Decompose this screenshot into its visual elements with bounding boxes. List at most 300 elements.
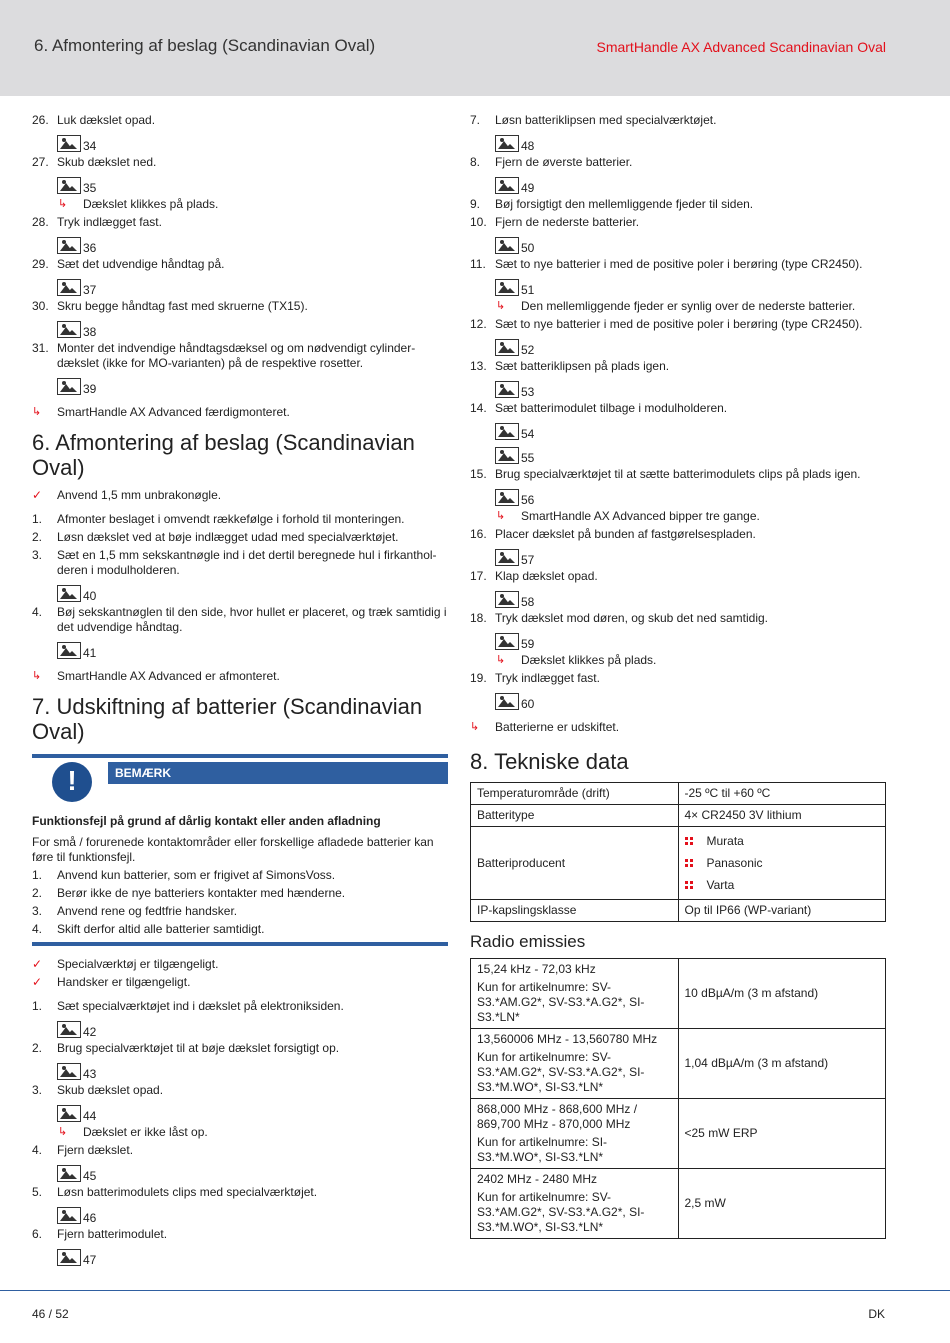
result-arrow-icon: ↳ — [496, 510, 506, 522]
step-number: 29. — [32, 257, 49, 271]
note-item-text: Berør ikke de nye batteriers kontakter med hænderne. — [57, 886, 346, 900]
result-arrow-icon: ↳ — [470, 721, 480, 733]
step-text: Løsn dækslet ved at bøje indlægget udad med specialværktøjet. — [57, 530, 399, 544]
step-number: 17. — [470, 569, 487, 583]
image-icon[interactable] — [57, 237, 81, 254]
image-icon[interactable] — [57, 1105, 81, 1122]
step-item — [32, 341, 448, 371]
bullet-dot — [690, 864, 693, 867]
figure-reference — [495, 334, 886, 356]
step-item — [32, 1185, 448, 1200]
note-item — [32, 886, 448, 901]
figure-number: 59 — [521, 637, 535, 651]
step-text: Tryk indlægget fast. — [57, 215, 162, 229]
image-icon-sun — [62, 240, 66, 244]
figure-reference — [57, 316, 448, 338]
note-item-number: 2. — [32, 886, 43, 900]
red-square-bullet-icon — [685, 837, 693, 845]
frequency-range: 13,560006 MHz - 13,560780 MHz — [477, 1032, 658, 1046]
article-numbers: Kun for artikelnumre: SV-S3.*AM.G2*, SV-S3.*A.G2*, SI-S3.*LN* — [477, 980, 645, 1024]
table-row — [471, 1169, 886, 1239]
final-result-text: SmartHandle AX Advanced færdigmonteret. — [57, 405, 290, 419]
heading-section-8: 8. Tekniske data — [470, 749, 629, 774]
figure-number: 55 — [521, 451, 535, 465]
exclamation-icon — [52, 762, 92, 802]
image-icon[interactable] — [495, 279, 519, 296]
step-number: 4. — [32, 1143, 43, 1157]
table-row — [471, 959, 886, 1029]
checkmark-icon: ✓ — [32, 488, 43, 502]
figure-number: 51 — [521, 283, 535, 297]
final-result — [470, 720, 886, 735]
frequency-range: 868,000 MHz - 868,600 MHz / 869,700 MHz - 870,000 MHz — [477, 1102, 638, 1131]
result-text: Den mellemliggende fjeder er synlig over de nederste batterier. — [521, 299, 856, 313]
battery-maker: Panasonic — [706, 855, 763, 870]
note-item-number: 1. — [32, 868, 43, 882]
step-text: Brug specialværktøjet til at bøje dækslet forsigtigt op. — [57, 1041, 340, 1055]
table-row — [471, 783, 886, 805]
radio-band-cell — [471, 1099, 679, 1169]
step-text: Fjern de nederste batterier. — [495, 215, 640, 229]
radio-band-cell — [471, 959, 679, 1029]
bullet-dot — [690, 837, 693, 840]
step-item — [470, 671, 886, 686]
step-number: 8. — [470, 155, 481, 169]
checkmark-icon: ✓ — [32, 975, 43, 989]
step-text: Tryk indlægget fast. — [495, 671, 600, 685]
image-icon-sun — [500, 636, 504, 640]
image-icon[interactable] — [495, 489, 519, 506]
red-square-bullet-icon — [685, 859, 693, 867]
figure-number: 39 — [83, 382, 97, 396]
step-item — [32, 512, 448, 527]
result-arrow-icon: ↳ — [58, 1126, 68, 1138]
image-icon-sun — [62, 1066, 66, 1070]
figure-reference — [495, 376, 886, 398]
figure-number: 47 — [83, 1253, 97, 1267]
step-number: 14. — [470, 401, 487, 415]
figure-reference — [57, 1058, 448, 1080]
page-header — [0, 0, 950, 96]
step-item — [32, 530, 448, 545]
figure-reference — [57, 274, 448, 296]
image-icon-sun — [500, 180, 504, 184]
note-item-text: Anvend rene og fedtfrie handsker. — [57, 904, 238, 918]
article-numbers: Kun for artikelnumre: SV-S3.*AM.G2*, SV-S3.*A.G2*, SI-S3.*M.WO*, SI-S3.*LN* — [477, 1190, 645, 1234]
radio-emissions-table — [470, 958, 886, 1239]
step-text: Klap dækslet opad. — [495, 569, 598, 583]
step-number: 15. — [470, 467, 487, 481]
note-header — [32, 758, 448, 810]
image-icon[interactable] — [57, 1249, 81, 1266]
figure-number: 50 — [521, 241, 535, 255]
figure-reference — [495, 130, 886, 152]
figure-reference — [57, 130, 448, 152]
step-result — [32, 1125, 448, 1140]
emission-value: 1,04 dBµA/m (3 m afstand) — [678, 1029, 886, 1099]
image-icon-sun — [62, 282, 66, 286]
image-icon[interactable] — [57, 135, 81, 152]
step-number: 12. — [470, 317, 487, 331]
image-icon-sun — [500, 384, 504, 388]
figure-reference — [495, 484, 886, 506]
article-numbers: Kun for artikelnumre: SI-S3.*M.WO*, SI-S3.*LN* — [477, 1135, 608, 1164]
step-text: Sæt specialværktøjet ind i dækslet på elektroniksiden. — [57, 999, 344, 1013]
image-icon[interactable] — [57, 279, 81, 296]
result-arrow-icon: ↳ — [496, 654, 506, 666]
final-result — [32, 405, 448, 420]
figure-reference — [495, 232, 886, 254]
step-item — [32, 257, 448, 272]
image-icon[interactable] — [495, 591, 519, 608]
step-text: Løsn batteriklipsen med specialværktøjet. — [495, 113, 717, 127]
image-icon[interactable] — [57, 378, 81, 395]
image-icon-sun — [62, 588, 66, 592]
article-numbers: Kun for artikelnumre: SV-S3.*AM.G2*, SV-S3.*A.G2*, SI-S3.*M.WO*, SI-S3.*LN* — [477, 1050, 645, 1094]
table-cell-value — [678, 900, 886, 922]
result-text: Dækslet klikkes på plads. — [521, 653, 657, 667]
step-text: Sæt en 1,5 mm sekskantnøgle ind i det dertil beregnede hul i firkanthol-deren i modulholderen. — [57, 548, 437, 577]
image-icon-sun — [500, 552, 504, 556]
image-icon-sun — [500, 696, 504, 700]
note-label: BEMÆRK — [108, 762, 448, 784]
figure-reference — [495, 172, 886, 194]
figure-number: 44 — [83, 1109, 97, 1123]
figure-number: 42 — [83, 1025, 97, 1039]
image-icon[interactable] — [495, 177, 519, 194]
image-icon[interactable] — [495, 447, 519, 464]
figure-number: 60 — [521, 697, 535, 711]
step-item — [470, 317, 886, 332]
step-text: Skub dækslet ned. — [57, 155, 157, 169]
step-text: Sæt det udvendige håndtag på. — [57, 257, 225, 271]
step-text: Tryk dækslet mod døren, og skub det ned samtidig. — [495, 611, 769, 625]
table-cell-label: IP-kapslingsklasse — [471, 900, 679, 922]
figure-reference — [57, 1202, 448, 1224]
step-number: 26. — [32, 113, 49, 127]
figure-number: 38 — [83, 325, 97, 339]
figure-reference — [495, 274, 886, 296]
figure-number: 36 — [83, 241, 97, 255]
step-item — [32, 113, 448, 128]
result-arrow-icon: ↳ — [32, 670, 42, 682]
list-item — [685, 830, 880, 852]
step-item — [470, 197, 886, 212]
battery-maker: Murata — [706, 833, 744, 848]
radio-emissions-heading: Radio emissies — [470, 932, 586, 951]
table-row — [471, 1099, 886, 1169]
step-number: 18. — [470, 611, 487, 625]
image-icon[interactable] — [495, 339, 519, 356]
page-number: 46 / 52 — [32, 1307, 69, 1321]
note-box — [32, 754, 448, 946]
list-item — [685, 852, 880, 874]
step-item — [32, 605, 448, 635]
image-icon[interactable] — [495, 381, 519, 398]
note-item — [32, 922, 448, 937]
prerequisite-text: Anvend 1,5 mm unbrakonøgle. — [57, 488, 222, 502]
image-icon[interactable] — [495, 633, 519, 650]
ip-rating-value: Op til IP66 (WP-variant) — [684, 903, 812, 917]
image-icon-sun — [62, 1024, 66, 1028]
image-icon-sun — [500, 492, 504, 496]
step-number: 2. — [32, 530, 43, 544]
figure-reference — [57, 1244, 448, 1266]
table-cell-label: Batteriproducent — [471, 827, 679, 900]
step-text: Luk dækslet opad. — [57, 113, 156, 127]
bullet-dot — [685, 881, 688, 884]
step-text: Placer dækslet på bunden af fastgørelsespladen. — [495, 527, 756, 541]
figure-reference — [57, 580, 448, 602]
prerequisite-text: Specialværktøj er tilgængeligt. — [57, 957, 219, 971]
result-arrow-icon: ↳ — [496, 300, 506, 312]
note-item-text: Anvend kun batterier, som er frigivet af SimonsVoss. — [57, 868, 336, 882]
technical-data-table — [470, 782, 886, 922]
step-number: 7. — [470, 113, 481, 127]
note-item — [32, 868, 448, 883]
note-item-text: Skift derfor altid alle batterier samtidigt. — [57, 922, 265, 936]
image-icon-sun — [62, 138, 66, 142]
battery-maker-list — [685, 830, 880, 896]
figure-number: 53 — [521, 385, 535, 399]
footer-divider — [0, 1290, 950, 1291]
heading-section-6: 6. Afmontering af beslag (Scandinavian Oval) — [32, 430, 415, 480]
bullet-dot — [685, 859, 688, 862]
frequency-range: 15,24 kHz - 72,03 kHz — [477, 962, 596, 976]
step-item — [470, 401, 886, 416]
step-result — [470, 653, 886, 668]
result-text: Dækslet klikkes på plads. — [83, 197, 219, 211]
step-text: Sæt to nye batterier i med de positive poler i berøring (type CR2450). — [495, 257, 863, 271]
table-cell-label: Temperaturområde (drift) — [471, 783, 679, 805]
image-icon-sun — [62, 645, 66, 649]
table-row — [471, 805, 886, 827]
step-item — [32, 1041, 448, 1056]
figure-reference — [495, 688, 886, 710]
image-icon-sun — [500, 450, 504, 454]
spacer — [32, 946, 448, 954]
image-icon[interactable] — [57, 1165, 81, 1182]
step-item — [470, 113, 886, 128]
image-icon-sun — [500, 426, 504, 430]
step-text: Bøj sekskantnøglen til den side, hvor hullet er placeret, og træk samtidig i det udvendige håndtag. — [57, 605, 447, 634]
figure-number: 43 — [83, 1067, 97, 1081]
step-text: Skru begge håndtag fast med skruerne (TX15). — [57, 299, 308, 313]
step-item — [32, 548, 448, 578]
step-text: Sæt to nye batterier i med de positive poler i berøring (type CR2450). — [495, 317, 863, 331]
image-icon-sun — [500, 594, 504, 598]
step-item — [470, 359, 886, 374]
note-text: For små / forurenede kontaktområder eller forskellige afladede batterier kan føre til funktionsfejl. — [32, 835, 434, 864]
bullet-dot — [690, 842, 693, 845]
red-square-bullet-icon — [685, 881, 693, 889]
step-result — [32, 197, 448, 212]
step-number: 11. — [470, 257, 486, 271]
step-item — [32, 299, 448, 314]
right-column — [470, 110, 886, 1239]
result-text: SmartHandle AX Advanced bipper tre gange. — [521, 509, 760, 523]
spacer — [32, 503, 448, 509]
step-number: 6. — [32, 1227, 43, 1241]
step-number: 28. — [32, 215, 49, 229]
image-icon-sun — [62, 180, 66, 184]
image-icon[interactable] — [57, 585, 81, 602]
step-item — [32, 1143, 448, 1158]
final-result-text: SmartHandle AX Advanced er afmonteret. — [57, 669, 280, 683]
step-text: Brug specialværktøjet til at sætte batterimodulets clips på plads igen. — [495, 467, 861, 481]
image-icon-sun — [62, 1168, 66, 1172]
emission-value: 2,5 mW — [678, 1169, 886, 1239]
figure-reference — [57, 1016, 448, 1038]
prerequisite — [32, 957, 448, 972]
figure-number: 52 — [521, 343, 535, 357]
result-text: Dækslet er ikke låst op. — [83, 1125, 208, 1139]
image-icon[interactable] — [495, 549, 519, 566]
step-item — [470, 467, 886, 482]
bullet-dot — [685, 886, 688, 889]
battery-maker: Varta — [706, 877, 735, 892]
figure-reference — [57, 1160, 448, 1182]
note-item — [32, 904, 448, 919]
step-number: 27. — [32, 155, 49, 169]
prerequisite — [32, 975, 448, 990]
step-number: 10. — [470, 215, 487, 229]
image-icon-sun — [500, 138, 504, 142]
emission-value: <25 mW ERP — [678, 1099, 886, 1169]
image-icon-sun — [62, 1108, 66, 1112]
figure-number: 56 — [521, 493, 535, 507]
list-item — [685, 874, 880, 896]
image-icon-sun — [500, 282, 504, 286]
header-product-name: SmartHandle AX Advanced Scandinavian Oval — [596, 39, 886, 55]
image-icon[interactable] — [57, 1063, 81, 1080]
final-result — [32, 669, 448, 684]
figure-reference — [57, 637, 448, 659]
spacer — [32, 990, 448, 996]
image-icon[interactable] — [495, 135, 519, 152]
figure-reference — [57, 172, 448, 194]
step-text: Fjern batterimodulet. — [57, 1227, 168, 1241]
step-number: 5. — [32, 1185, 43, 1199]
temperature-value: -25 ºC til +60 ºC — [684, 786, 771, 800]
bullet-dot — [685, 842, 688, 845]
table-row — [471, 900, 886, 922]
step-item — [32, 215, 448, 230]
figure-number: 41 — [83, 646, 97, 660]
bullet-dot — [690, 881, 693, 884]
image-icon[interactable] — [495, 423, 519, 440]
result-arrow-icon: ↳ — [32, 406, 42, 418]
bullet-dot — [690, 859, 693, 862]
figure-reference — [495, 544, 886, 566]
table-row — [471, 827, 886, 900]
table-cell-label: Batteritype — [471, 805, 679, 827]
table-cell-value — [678, 783, 886, 805]
left-column — [32, 110, 448, 1266]
image-icon-sun — [500, 342, 504, 346]
step-item — [470, 611, 886, 626]
figure-reference — [57, 1100, 448, 1122]
image-icon[interactable] — [57, 177, 81, 194]
radio-band-cell — [471, 1169, 679, 1239]
step-text: Fjern de øverste batterier. — [495, 155, 633, 169]
step-item — [470, 155, 886, 170]
figure-number: 35 — [83, 181, 97, 195]
step-number: 3. — [32, 548, 43, 562]
step-item — [32, 155, 448, 170]
figure-number: 57 — [521, 553, 535, 567]
radio-band-cell — [471, 1029, 679, 1099]
prerequisite — [32, 488, 448, 503]
figure-number: 48 — [521, 139, 535, 153]
image-icon-sun — [62, 1252, 66, 1256]
image-icon[interactable] — [57, 321, 81, 338]
step-text: Fjern dækslet. — [57, 1143, 134, 1157]
figure-reference — [495, 418, 886, 440]
bullet-dot — [685, 864, 688, 867]
image-icon[interactable] — [495, 237, 519, 254]
step-number: 30. — [32, 299, 49, 313]
figure-reference — [57, 373, 448, 395]
figure-number: 58 — [521, 595, 535, 609]
figure-number: 54 — [521, 427, 535, 441]
note-item-number: 4. — [32, 922, 43, 936]
step-item — [32, 1227, 448, 1242]
step-item — [470, 257, 886, 272]
bullet-dot — [685, 837, 688, 840]
step-number: 1. — [32, 999, 43, 1013]
image-icon-sun — [500, 240, 504, 244]
figure-number: 46 — [83, 1211, 97, 1225]
step-number: 4. — [32, 605, 43, 619]
step-number: 1. — [32, 512, 43, 526]
step-item — [470, 215, 886, 230]
figure-number: 45 — [83, 1169, 97, 1183]
step-number: 31. — [32, 341, 49, 355]
image-icon[interactable] — [57, 1207, 81, 1224]
figure-reference — [495, 586, 886, 608]
image-icon[interactable] — [495, 693, 519, 710]
table-row — [471, 1029, 886, 1099]
image-icon-sun — [62, 324, 66, 328]
step-item — [32, 999, 448, 1014]
step-text: Sæt batterimodulet tilbage i modulholderen. — [495, 401, 728, 415]
battery-type-value: 4× CR2450 3V lithium — [684, 808, 802, 822]
step-item — [32, 1083, 448, 1098]
table-cell-value — [678, 805, 886, 827]
step-item — [470, 527, 886, 542]
exclamation-glyph: ! — [67, 765, 77, 796]
step-text: Løsn batterimodulets clips med specialværktøjet. — [57, 1185, 318, 1199]
figure-number: 49 — [521, 181, 535, 195]
header-section-title: 6. Afmontering af beslag (Scandinavian Oval) — [34, 36, 376, 55]
step-item — [470, 569, 886, 584]
table-cell-value — [678, 827, 886, 900]
figure-number: 34 — [83, 139, 97, 153]
step-text: Sæt batteriklipsen på plads igen. — [495, 359, 670, 373]
image-icon[interactable] — [57, 642, 81, 659]
image-icon[interactable] — [57, 1021, 81, 1038]
figure-number: 40 — [83, 589, 97, 603]
figure-reference — [495, 442, 886, 464]
step-result — [470, 509, 886, 524]
emission-value: 10 dBµA/m (3 m afstand) — [678, 959, 886, 1029]
step-text: Afmonter beslaget i omvendt rækkefølge i forhold til monteringen. — [57, 512, 405, 526]
step-text: Monter det indvendige håndtagsdæksel og om nødvendigt cylinder-dækslet (ikke for MO-varianten) på de respektive rosetter. — [57, 341, 416, 370]
heading-section-7: 7. Udskiftning af batterier (Scandinavian Oval) — [32, 694, 423, 744]
step-result — [470, 299, 886, 314]
step-text: Skub dækslet opad. — [57, 1083, 164, 1097]
